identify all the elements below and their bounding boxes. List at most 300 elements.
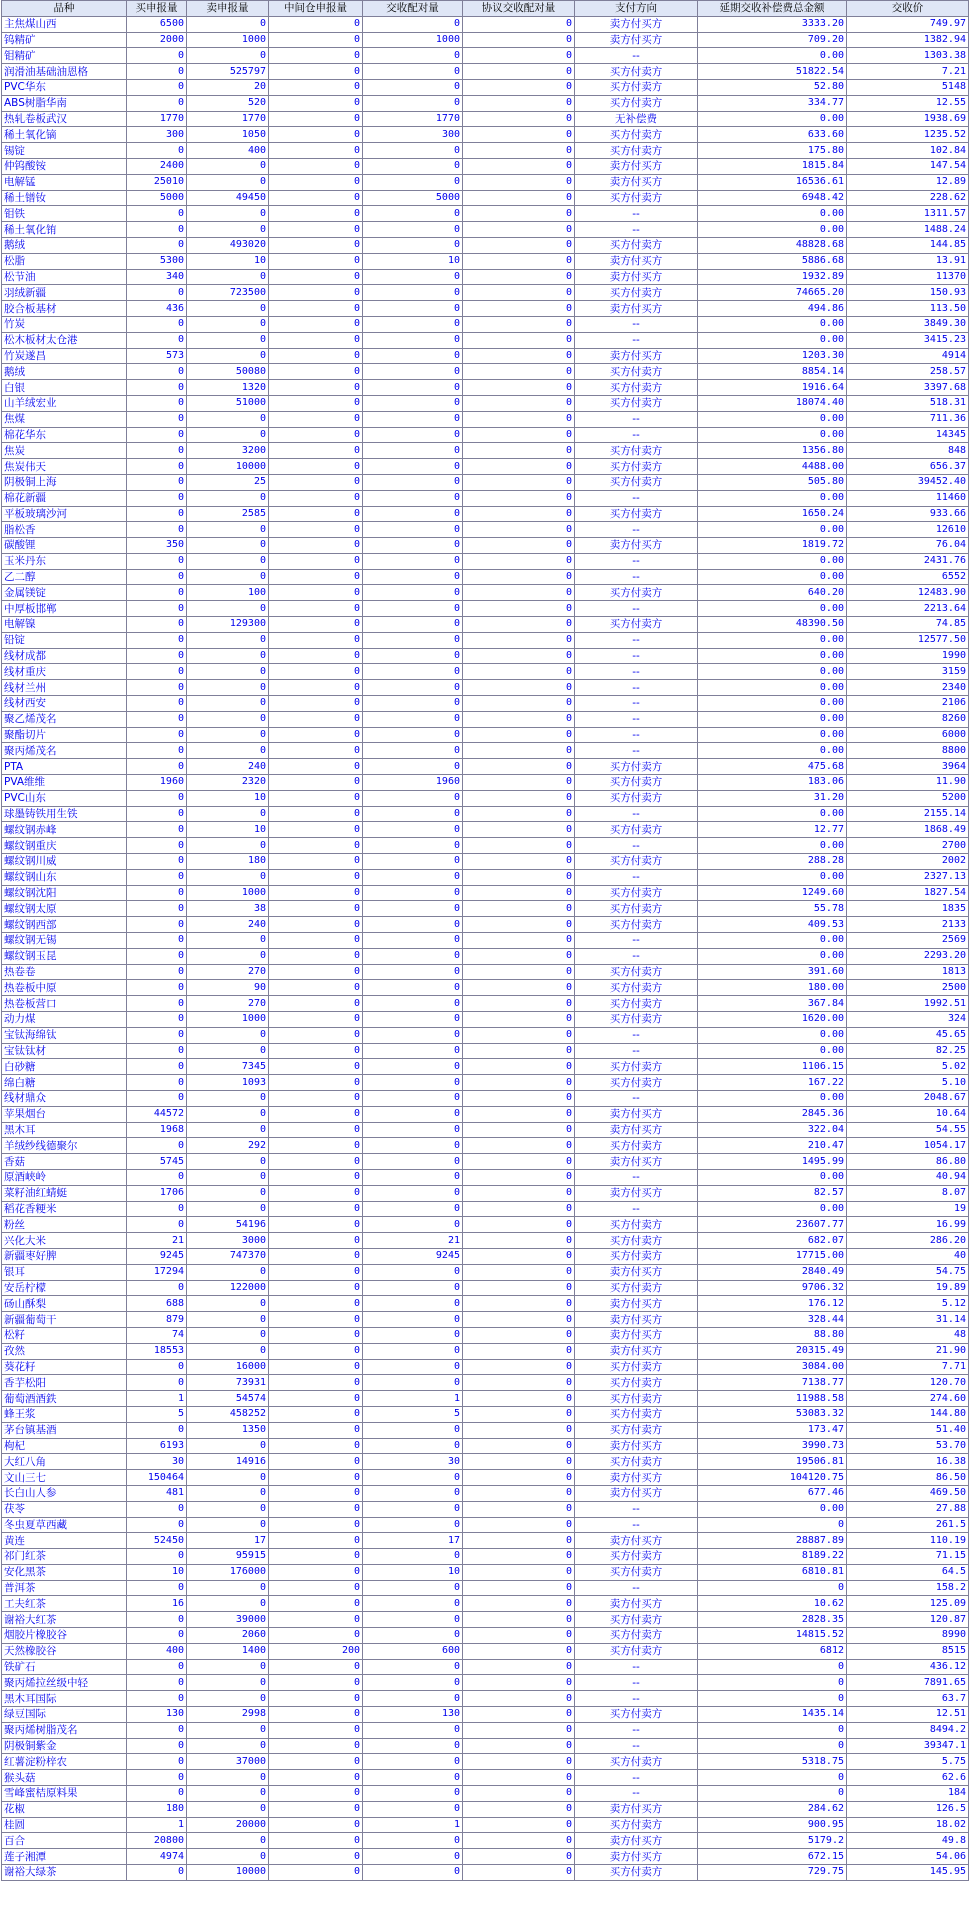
table-row [2,696,969,712]
intermediate-declared-cell: 0 [269,838,363,854]
sell-declared-cell: 0 [187,648,269,664]
agreement-matched-cell: 0 [463,411,575,427]
delivery-price-cell: 74.85 [847,617,969,633]
sell-declared-cell: 0 [187,1264,269,1280]
table-row [2,348,969,364]
sell-declared-cell: 1000 [187,32,269,48]
payment-direction-cell: -- [575,948,698,964]
buy-declared-cell: 0 [127,1169,187,1185]
payment-direction-cell: 买方付卖方 [575,1422,698,1438]
table-row [2,553,969,569]
table-row [2,269,969,285]
matched-delivery-cell: 0 [363,601,463,617]
buy-declared-cell: 0 [127,459,187,475]
intermediate-declared-cell: 0 [269,664,363,680]
buy-declared-cell: 0 [127,1675,187,1691]
buy-declared-cell: 0 [127,1280,187,1296]
buy-declared-cell: 0 [127,1059,187,1075]
agreement-matched-cell: 0 [463,1312,575,1328]
delivery-price-cell: 3397.68 [847,380,969,396]
table-row [2,1422,969,1438]
payment-direction-cell: 买方付卖方 [575,1817,698,1833]
intermediate-declared-cell: 0 [269,648,363,664]
delivery-price-cell: 258.57 [847,364,969,380]
payment-direction-cell: -- [575,1580,698,1596]
intermediate-declared-cell: 0 [269,1580,363,1596]
column-header-payment-direction: 支付方向 [575,1,698,17]
buy-declared-cell: 0 [127,964,187,980]
sell-declared-cell: 0 [187,680,269,696]
intermediate-declared-cell: 0 [269,143,363,159]
variety-cell: 焦炭伟天 [2,459,127,475]
intermediate-declared-cell: 0 [269,206,363,222]
table-row [2,996,969,1012]
delivery-price-cell: 48 [847,1327,969,1343]
sell-declared-cell: 520 [187,95,269,111]
agreement-matched-cell: 0 [463,1327,575,1343]
intermediate-declared-cell: 0 [269,901,363,917]
intermediate-declared-cell: 0 [269,1564,363,1580]
table-row [2,838,969,854]
intermediate-declared-cell: 0 [269,237,363,253]
deferred-compensation-cell: 175.80 [698,143,847,159]
intermediate-declared-cell: 0 [269,1517,363,1533]
variety-cell: 葡萄酒酒鉄 [2,1391,127,1407]
intermediate-declared-cell: 0 [269,395,363,411]
matched-delivery-cell: 0 [363,1833,463,1849]
deferred-compensation-cell: 55.78 [698,901,847,917]
buy-declared-cell: 0 [127,980,187,996]
payment-direction-cell: 买方付卖方 [575,790,698,806]
buy-declared-cell: 16 [127,1596,187,1612]
sell-declared-cell: 0 [187,948,269,964]
variety-cell: 鹅绒 [2,364,127,380]
payment-direction-cell: 买方付卖方 [575,996,698,1012]
matched-delivery-cell: 0 [363,459,463,475]
variety-cell: 聚丙烯拉丝级中轻 [2,1675,127,1691]
delivery-price-cell: 1382.94 [847,32,969,48]
matched-delivery-cell: 30 [363,1454,463,1470]
buy-declared-cell: 481 [127,1485,187,1501]
table-row [2,427,969,443]
intermediate-declared-cell: 0 [269,1849,363,1865]
buy-declared-cell: 0 [127,648,187,664]
delivery-price-cell: 45.65 [847,1027,969,1043]
variety-cell: 安化黑茶 [2,1564,127,1580]
sell-declared-cell: 240 [187,759,269,775]
sell-declared-cell: 0 [187,1043,269,1059]
intermediate-declared-cell: 0 [269,1786,363,1802]
buy-declared-cell: 0 [127,1090,187,1106]
delivery-price-cell: 62.6 [847,1770,969,1786]
variety-cell: 花椒 [2,1801,127,1817]
table-row [2,1217,969,1233]
sell-declared-cell: 17 [187,1533,269,1549]
agreement-matched-cell: 0 [463,348,575,364]
sell-declared-cell: 0 [187,174,269,190]
buy-declared-cell: 0 [127,364,187,380]
table-row [2,1043,969,1059]
variety-cell: 线材重庆 [2,664,127,680]
matched-delivery-cell: 0 [363,1122,463,1138]
variety-cell: 茅台镇基酒 [2,1422,127,1438]
table-row [2,1754,969,1770]
sell-declared-cell: 7345 [187,1059,269,1075]
deferred-compensation-cell: 2840.49 [698,1264,847,1280]
delivery-price-cell: 2327.13 [847,869,969,885]
variety-cell: 松籽 [2,1327,127,1343]
column-header-matched-delivery: 交收配对量 [363,1,463,17]
buy-declared-cell: 0 [127,680,187,696]
agreement-matched-cell: 0 [463,1833,575,1849]
sell-declared-cell: 723500 [187,285,269,301]
agreement-matched-cell: 0 [463,1786,575,1802]
buy-declared-cell: 2400 [127,158,187,174]
deferred-compensation-cell: 729.75 [698,1865,847,1881]
buy-declared-cell: 52450 [127,1533,187,1549]
variety-cell: 球墨铸铁用生铁 [2,806,127,822]
deferred-compensation-cell: 0 [698,1659,847,1675]
deferred-compensation-cell: 14815.52 [698,1628,847,1644]
intermediate-declared-cell: 0 [269,474,363,490]
buy-declared-cell: 0 [127,1628,187,1644]
sell-declared-cell: 54196 [187,1217,269,1233]
delivery-price-cell: 16.99 [847,1217,969,1233]
deferred-compensation-cell: 4488.00 [698,459,847,475]
variety-cell: 动力煤 [2,1012,127,1028]
deferred-compensation-cell: 505.80 [698,474,847,490]
table-row [2,95,969,111]
payment-direction-cell: -- [575,711,698,727]
matched-delivery-cell: 0 [363,269,463,285]
agreement-matched-cell: 0 [463,443,575,459]
payment-direction-cell: 买方付卖方 [575,1564,698,1580]
sell-declared-cell: 73931 [187,1375,269,1391]
matched-delivery-cell: 0 [363,885,463,901]
variety-cell: 聚丙烯树脂茂名 [2,1722,127,1738]
matched-delivery-cell: 0 [363,632,463,648]
delivery-price-cell: 436.12 [847,1659,969,1675]
variety-cell: PVA维维 [2,775,127,791]
variety-cell: 原酒峡岭 [2,1169,127,1185]
delivery-price-cell: 158.2 [847,1580,969,1596]
intermediate-declared-cell: 0 [269,1501,363,1517]
delivery-price-cell: 2293.20 [847,948,969,964]
table-row [2,506,969,522]
buy-declared-cell: 9245 [127,1248,187,1264]
payment-direction-cell: 卖方付买方 [575,1312,698,1328]
payment-direction-cell: 买方付卖方 [575,95,698,111]
payment-direction-cell: -- [575,1501,698,1517]
table-row [2,301,969,317]
intermediate-declared-cell: 0 [269,1138,363,1154]
sell-declared-cell: 0 [187,727,269,743]
variety-cell: 焦炭 [2,443,127,459]
payment-direction-cell: 买方付卖方 [575,964,698,980]
table-row [2,158,969,174]
buy-declared-cell: 1 [127,1817,187,1833]
delivery-price-cell: 2700 [847,838,969,854]
intermediate-declared-cell: 0 [269,632,363,648]
matched-delivery-cell: 0 [363,964,463,980]
payment-direction-cell: -- [575,1201,698,1217]
agreement-matched-cell: 0 [463,237,575,253]
agreement-matched-cell: 0 [463,1075,575,1091]
sell-declared-cell: 400 [187,143,269,159]
matched-delivery-cell: 0 [363,1580,463,1596]
agreement-matched-cell: 0 [463,395,575,411]
deferred-compensation-cell: 0.00 [698,569,847,585]
deferred-compensation-cell: 1650.24 [698,506,847,522]
variety-cell: 雪峰蜜桔原料果 [2,1786,127,1802]
payment-direction-cell: 卖方付买方 [575,1596,698,1612]
payment-direction-cell: 卖方付买方 [575,16,698,32]
table-row [2,1501,969,1517]
intermediate-declared-cell: 0 [269,711,363,727]
matched-delivery-cell: 0 [363,838,463,854]
matched-delivery-cell: 0 [363,1865,463,1881]
delivery-price-cell: 324 [847,1012,969,1028]
delivery-price-cell: 12483.90 [847,585,969,601]
variety-cell: 电解锰 [2,174,127,190]
variety-cell: 新疆葡萄干 [2,1312,127,1328]
variety-cell: 钼精矿 [2,48,127,64]
sell-declared-cell: 0 [187,1833,269,1849]
delivery-price-cell: 113.50 [847,301,969,317]
variety-cell: 大红八角 [2,1454,127,1470]
agreement-matched-cell: 0 [463,127,575,143]
delivery-price-cell: 1868.49 [847,822,969,838]
buy-declared-cell: 1706 [127,1185,187,1201]
sell-declared-cell: 0 [187,1659,269,1675]
payment-direction-cell: -- [575,743,698,759]
sell-declared-cell: 0 [187,1738,269,1754]
intermediate-declared-cell: 0 [269,569,363,585]
sell-declared-cell: 0 [187,1122,269,1138]
sell-declared-cell: 39000 [187,1612,269,1628]
variety-cell: 香菇 [2,1154,127,1170]
payment-direction-cell: 买方付卖方 [575,474,698,490]
delivery-price-cell: 64.5 [847,1564,969,1580]
sell-declared-cell: 0 [187,869,269,885]
agreement-matched-cell: 0 [463,1770,575,1786]
variety-cell: 桂圆 [2,1817,127,1833]
delivery-price-cell: 120.70 [847,1375,969,1391]
delivery-price-cell: 53.70 [847,1438,969,1454]
intermediate-declared-cell: 0 [269,1406,363,1422]
sell-declared-cell: 0 [187,1501,269,1517]
matched-delivery-cell: 1 [363,1817,463,1833]
delivery-settlement-table [1,0,969,1881]
agreement-matched-cell: 0 [463,996,575,1012]
matched-delivery-cell: 130 [363,1707,463,1723]
buy-declared-cell: 0 [127,948,187,964]
sell-declared-cell: 0 [187,1312,269,1328]
deferred-compensation-cell: 0.00 [698,696,847,712]
agreement-matched-cell: 0 [463,1343,575,1359]
intermediate-declared-cell: 0 [269,1154,363,1170]
delivery-price-cell: 5200 [847,790,969,806]
sell-declared-cell: 292 [187,1138,269,1154]
intermediate-declared-cell: 0 [269,1865,363,1881]
table-row [2,16,969,32]
payment-direction-cell: 卖方付买方 [575,1801,698,1817]
delivery-price-cell: 63.7 [847,1691,969,1707]
intermediate-declared-cell: 0 [269,1043,363,1059]
matched-delivery-cell: 0 [363,1312,463,1328]
deferred-compensation-cell: 640.20 [698,585,847,601]
matched-delivery-cell: 0 [363,1754,463,1770]
delivery-price-cell: 749.97 [847,16,969,32]
buy-declared-cell: 688 [127,1296,187,1312]
agreement-matched-cell: 0 [463,332,575,348]
payment-direction-cell: 卖方付买方 [575,269,698,285]
delivery-price-cell: 2213.64 [847,601,969,617]
deferred-compensation-cell: 0.00 [698,411,847,427]
variety-cell: 螺纹钢无锡 [2,933,127,949]
intermediate-declared-cell: 0 [269,743,363,759]
buy-declared-cell: 6500 [127,16,187,32]
table-row [2,380,969,396]
table-row [2,1454,969,1470]
sell-declared-cell: 100 [187,585,269,601]
buy-declared-cell: 0 [127,838,187,854]
sell-declared-cell: 0 [187,1691,269,1707]
matched-delivery-cell: 0 [363,569,463,585]
buy-declared-cell: 0 [127,1738,187,1754]
intermediate-declared-cell: 0 [269,1059,363,1075]
table-row [2,1470,969,1486]
agreement-matched-cell: 0 [463,285,575,301]
payment-direction-cell: -- [575,427,698,443]
intermediate-declared-cell: 0 [269,617,363,633]
agreement-matched-cell: 0 [463,95,575,111]
payment-direction-cell: 买方付卖方 [575,285,698,301]
delivery-price-cell: 5.02 [847,1059,969,1075]
variety-cell: 电解镍 [2,617,127,633]
delivery-price-cell: 125.09 [847,1596,969,1612]
table-row [2,885,969,901]
sell-declared-cell: 0 [187,348,269,364]
agreement-matched-cell: 0 [463,838,575,854]
agreement-matched-cell: 0 [463,143,575,159]
intermediate-declared-cell: 0 [269,490,363,506]
payment-direction-cell: -- [575,727,698,743]
buy-declared-cell: 74 [127,1327,187,1343]
buy-declared-cell: 0 [127,1580,187,1596]
agreement-matched-cell: 0 [463,1517,575,1533]
table-row [2,1801,969,1817]
variety-cell: 长白山人参 [2,1485,127,1501]
deferred-compensation-cell: 1203.30 [698,348,847,364]
payment-direction-cell: -- [575,222,698,238]
agreement-matched-cell: 0 [463,506,575,522]
variety-cell: 苹果烟台 [2,1106,127,1122]
buy-declared-cell: 0 [127,996,187,1012]
sell-declared-cell: 0 [187,316,269,332]
sell-declared-cell: 25 [187,474,269,490]
payment-direction-cell: 卖方付买方 [575,1185,698,1201]
sell-declared-cell: 0 [187,838,269,854]
variety-cell: 工夫红茶 [2,1596,127,1612]
deferred-compensation-cell: 48828.68 [698,237,847,253]
matched-delivery-cell: 0 [363,411,463,427]
sell-declared-cell: 0 [187,664,269,680]
column-header-delivery-price: 交收价 [847,1,969,17]
matched-delivery-cell: 0 [363,1359,463,1375]
table-row [2,775,969,791]
buy-declared-cell: 0 [127,411,187,427]
header-row [2,1,969,17]
deferred-compensation-cell: 6948.42 [698,190,847,206]
matched-delivery-cell: 0 [363,727,463,743]
agreement-matched-cell: 0 [463,1485,575,1501]
sell-declared-cell: 16000 [187,1359,269,1375]
sell-declared-cell: 0 [187,1090,269,1106]
payment-direction-cell: 买方付卖方 [575,1280,698,1296]
agreement-matched-cell: 0 [463,1738,575,1754]
agreement-matched-cell: 0 [463,522,575,538]
variety-cell: 碳酸锂 [2,538,127,554]
intermediate-declared-cell: 0 [269,1754,363,1770]
matched-delivery-cell: 0 [363,538,463,554]
payment-direction-cell: 卖方付买方 [575,1264,698,1280]
delivery-price-cell: 12.89 [847,174,969,190]
delivery-price-cell: 2569 [847,933,969,949]
payment-direction-cell: 买方付卖方 [575,1406,698,1422]
intermediate-declared-cell: 0 [269,411,363,427]
buy-declared-cell: 0 [127,237,187,253]
variety-cell: 银耳 [2,1264,127,1280]
matched-delivery-cell: 0 [363,206,463,222]
variety-cell: 线材成都 [2,648,127,664]
deferred-compensation-cell: 17715.00 [698,1248,847,1264]
intermediate-declared-cell: 0 [269,111,363,127]
delivery-price-cell: 8.07 [847,1185,969,1201]
payment-direction-cell: -- [575,48,698,64]
sell-declared-cell: 3200 [187,443,269,459]
variety-cell: 祁门红茶 [2,1549,127,1565]
deferred-compensation-cell: 1916.64 [698,380,847,396]
sell-declared-cell: 0 [187,1770,269,1786]
agreement-matched-cell: 0 [463,1391,575,1407]
matched-delivery-cell: 0 [363,364,463,380]
buy-declared-cell: 0 [127,917,187,933]
table-row [2,1849,969,1865]
matched-delivery-cell: 0 [363,1659,463,1675]
agreement-matched-cell: 0 [463,743,575,759]
payment-direction-cell: 买方付卖方 [575,395,698,411]
deferred-compensation-cell: 53083.32 [698,1406,847,1422]
table-row [2,790,969,806]
agreement-matched-cell: 0 [463,948,575,964]
intermediate-declared-cell: 0 [269,158,363,174]
matched-delivery-cell: 1770 [363,111,463,127]
agreement-matched-cell: 0 [463,111,575,127]
buy-declared-cell: 0 [127,885,187,901]
matched-delivery-cell: 0 [363,822,463,838]
delivery-price-cell: 1835 [847,901,969,917]
deferred-compensation-cell: 28887.89 [698,1533,847,1549]
intermediate-declared-cell: 0 [269,1185,363,1201]
sell-declared-cell: 0 [187,158,269,174]
deferred-compensation-cell: 1249.60 [698,885,847,901]
payment-direction-cell: -- [575,1027,698,1043]
buy-declared-cell: 0 [127,711,187,727]
intermediate-declared-cell: 0 [269,1012,363,1028]
variety-cell: 稀土镨钕 [2,190,127,206]
delivery-price-cell: 5.75 [847,1754,969,1770]
